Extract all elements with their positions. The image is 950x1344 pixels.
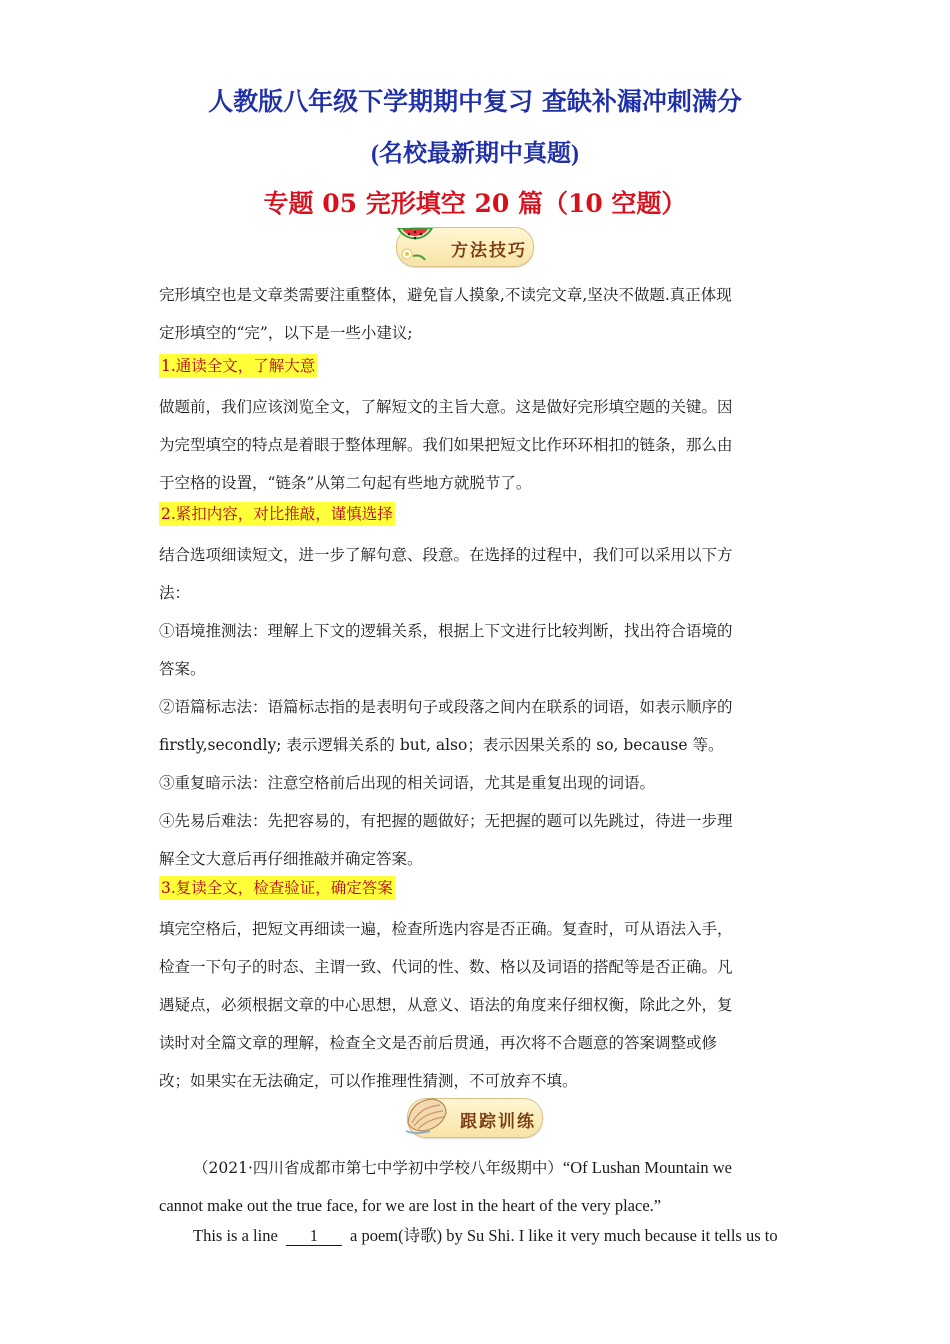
body-line: 做题前，我们应该浏览全文，了解短文的主旨大意。这是做好完形填空题的关键。因 xyxy=(159,398,733,416)
body-line: 结合选项细读短文，进一步了解句意、段意。在选择的过程中，我们可以采用以下方 xyxy=(159,546,733,564)
poem-quote-start: “Of Lushan Mountain we xyxy=(562,1158,732,1177)
section-heading-3: 3.复读全文，检查验证，确定答案 xyxy=(159,876,395,900)
intro-line: 定形填空的“完”，以下是一些小建议; xyxy=(159,324,413,342)
cloze-passage-line xyxy=(193,1223,778,1249)
body-line: 遇疑点，必须根据文章的中心思想，从意义、语法的角度来仔细权衡，除此之外，复 xyxy=(159,996,733,1014)
section-heading-1: 1.通读全文，了解大意 xyxy=(159,354,317,378)
body-line: 检查一下句子的时态、主谓一致、代词的性、数、格以及词语的搭配等是否正确。凡 xyxy=(159,958,733,976)
section-1-body xyxy=(159,388,784,502)
body-line: 读时对全篇文章的理解，检查全文是否前后贯通，再次将不合题意的答案调整或修 xyxy=(159,1034,718,1052)
body-line: 改；如果实在无法确定，可以作推理性猜测，不可放弃不填。 xyxy=(159,1072,578,1090)
poem-quote-end: cannot make out the true face, for we are lost in the heart of the very place.” xyxy=(159,1196,662,1215)
method-tips-badge xyxy=(396,227,534,267)
intro-paragraph xyxy=(159,276,784,352)
body-line: 法： xyxy=(159,584,191,602)
body-line: ③重复暗示法：注意空格前后出现的相关词语，尤其是重复出现的词语。 xyxy=(159,774,656,792)
intro-line: 完形填空也是文章类需要注重整体，避免盲人摸象,不读完文章,坚决不做题.真正体现 xyxy=(159,286,732,304)
seashell-icon xyxy=(402,1093,452,1137)
section-3-body xyxy=(159,910,784,1100)
exercise-source xyxy=(159,1149,784,1224)
body-line: ②语篇标志法：语篇标志指的是表明句子或段落之间内在联系的词语，如表示顺序的 xyxy=(159,698,733,716)
body-line: 答案。 xyxy=(159,660,206,678)
body-line: 填完空格后，把短文再细读一遍，检查所选内容是否正确。复查时，可从语法入手， xyxy=(159,920,733,938)
body-line: firstly,secondly; 表示逻辑关系的 but, also；表示因果关系的 so, because 等。 xyxy=(159,736,724,754)
body-line: ④先易后难法：先把容易的，有把握的题做好；无把握的题可以先跳过，待进一步理 xyxy=(159,812,733,830)
section-2-body xyxy=(159,536,784,878)
document-title: 人教版八年级下学期期中复习 查缺补漏冲刺满分 xyxy=(208,87,742,116)
body-line: 为完型填空的特点是着眼于整体理解。我们如果把短文比作环环相扣的链条，那么由 xyxy=(159,436,733,454)
topic-title: 专题 05 完形填空 20 篇（10 空题） xyxy=(263,189,687,218)
section-heading-2: 2.紧扣内容，对比推敲，谨慎选择 xyxy=(159,502,395,526)
practice-label: 跟踪训练 xyxy=(460,1112,536,1132)
source-citation: （2021·四川省成都市第七中学初中学校八年级期中） xyxy=(193,1159,563,1177)
watermelon-icon xyxy=(393,220,443,266)
passage-text: a poem(诗歌) by Su Shi. I like it very much because it tells us to xyxy=(350,1226,778,1245)
document-subtitle: (名校最新期中真题) xyxy=(371,141,579,167)
body-line: 于空格的设置，“链条”从第二句起有些地方就脱节了。 xyxy=(159,474,532,492)
passage-text: This is a line xyxy=(193,1226,278,1245)
practice-badge xyxy=(407,1098,543,1138)
method-tips-label: 方法技巧 xyxy=(451,241,527,261)
source-line xyxy=(159,1149,784,1187)
body-line: 解全文大意后再仔细推敲并确定答案。 xyxy=(159,850,423,868)
body-line: ①语境推测法：理解上下文的逻辑关系，根据上下文进行比较判断，找出符合语境的 xyxy=(159,622,733,640)
cloze-blank-1[interactable]: 1 xyxy=(286,1227,342,1246)
